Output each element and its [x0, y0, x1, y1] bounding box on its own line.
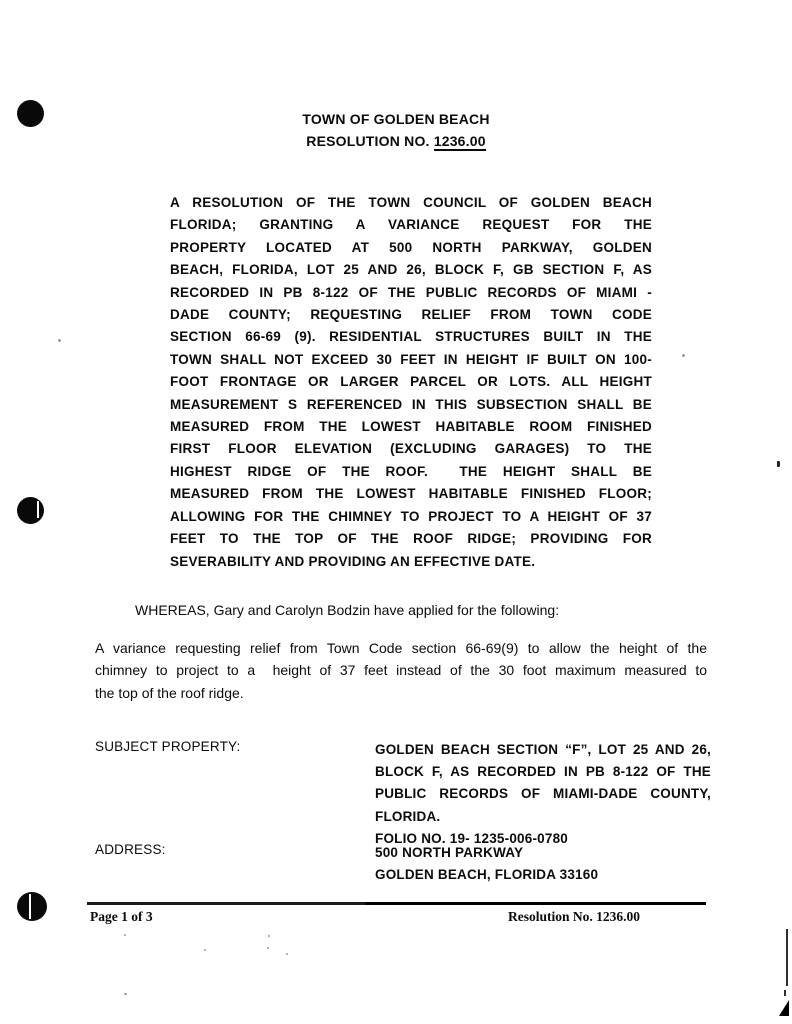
- scan-speck: [777, 461, 780, 467]
- resolution-body: [170, 192, 652, 573]
- resolution-line: BEACH, FLORIDA, LOT 25 AND 26, BLOCK F, GB SECTION F, AS: [170, 262, 652, 278]
- resolution-line: SEVERABILITY AND PROVIDING AN EFFECTIVE DATE.: [170, 553, 536, 569]
- resolution-line: FIRST FLOOR ELEVATION (EXCLUDING GARAGES) TO THE: [170, 441, 652, 457]
- scan-speck: [286, 953, 288, 955]
- footer-page-number: Page 1 of 3: [90, 909, 153, 924]
- resolution-line: FEET TO THE TOP OF THE ROOF RIDGE; PROVIDING FOR: [170, 531, 652, 547]
- scan-edge-line: [786, 929, 788, 986]
- subject-property-line: BLOCK F, AS RECORDED IN PB 8-122 OF THE: [375, 764, 711, 780]
- variance-paragraph: [95, 637, 707, 704]
- resolution-line: MEASUREMENT S REFERENCED IN THIS SUBSECTION SHALL BE: [170, 396, 652, 412]
- scan-speck: [267, 947, 269, 949]
- resolution-number-line: [0, 131, 792, 153]
- resolution-line: A RESOLUTION OF THE TOWN COUNCIL OF GOLDEN BEACH: [170, 195, 652, 210]
- folio-number-line: FOLIO NO. 19- 1235-006-0780: [375, 830, 568, 846]
- resolution-line: HIGHEST RIDGE OF THE ROOF. THE HEIGHT SHALL BE: [170, 463, 652, 479]
- scan-speck: [58, 339, 61, 342]
- scan-speck: [124, 993, 127, 995]
- resolution-line: ALLOWING FOR THE CHIMNEY TO PROJECT TO A HEIGHT OF 37: [170, 508, 652, 524]
- resolution-number: 1236.00: [433, 132, 486, 149]
- resolution-line: PROPERTY LOCATED AT 500 NORTH PARKWAY, GOLDEN: [170, 239, 652, 255]
- address-line: 500 NORTH PARKWAY: [375, 845, 524, 860]
- resolution-line: FOOT FRONTAGE OR LARGER PARCEL OR LOTS. ALL HEIGHT: [170, 374, 652, 390]
- subject-property-line: FLORIDA.: [375, 808, 441, 824]
- hole-punch-mark-3: [17, 892, 47, 921]
- variance-line: the top of the roof ridge.: [95, 684, 244, 701]
- whereas-clause: WHEREAS, Gary and Carolyn Bodzin have applied for the following:: [135, 602, 560, 618]
- scan-corner-mark: [779, 1000, 789, 1016]
- scan-speck: [124, 934, 126, 936]
- scan-speck: [268, 935, 270, 937]
- punch-slit: [29, 894, 31, 919]
- variance-line: chimney to project to a height of 37 feet instead of the 30 foot maximum measured to: [95, 662, 707, 679]
- footer-rule: [87, 902, 706, 905]
- address-value: [375, 842, 711, 886]
- resolution-line: RECORDED IN PB 8-122 OF THE PUBLIC RECORDS OF MIAMI -: [170, 284, 652, 300]
- resolution-line: MEASURED FROM THE LOWEST HABITABLE ROOM FINISHED: [170, 419, 652, 435]
- resolution-line: SECTION 66-69 (9). RESIDENTIAL STRUCTURES BUILT IN THE: [170, 329, 652, 345]
- scan-edge-dash: [784, 990, 786, 996]
- scan-speck: [204, 949, 206, 951]
- address-line: GOLDEN BEACH, FLORIDA 33160: [375, 867, 599, 883]
- scan-speck: [682, 354, 685, 357]
- subject-property-label: SUBJECT PROPERTY:: [95, 739, 241, 754]
- resolution-prefix: RESOLUTION NO.: [306, 132, 434, 149]
- address-label: ADDRESS:: [95, 842, 166, 857]
- resolution-line: MEASURED FROM THE LOWEST HABITABLE FINISHED FLOOR;: [170, 486, 652, 502]
- footer-resolution-number: Resolution No. 1236.00: [508, 909, 641, 924]
- variance-line: A variance requesting relief from Town Code section 66-69(9) to allow the height of the: [95, 640, 707, 656]
- document-header: [0, 109, 792, 152]
- subject-property-value: [375, 739, 711, 850]
- hole-punch-mark-2: [17, 497, 44, 524]
- resolution-line: TOWN SHALL NOT EXCEED 30 FEET IN HEIGHT IF BUILT ON 100-: [170, 351, 652, 367]
- resolution-line: FLORIDA; GRANTING A VARIANCE REQUEST FOR THE: [170, 217, 652, 233]
- resolution-line: DADE COUNTY; REQUESTING RELIEF FROM TOWN CODE: [170, 307, 652, 323]
- subject-property-line: GOLDEN BEACH SECTION “F”, LOT 25 AND 26,: [375, 742, 711, 757]
- punch-slit: [37, 501, 39, 518]
- document-title: TOWN OF GOLDEN BEACH: [302, 111, 490, 127]
- subject-property-line: PUBLIC RECORDS OF MIAMI-DADE COUNTY,: [375, 786, 711, 802]
